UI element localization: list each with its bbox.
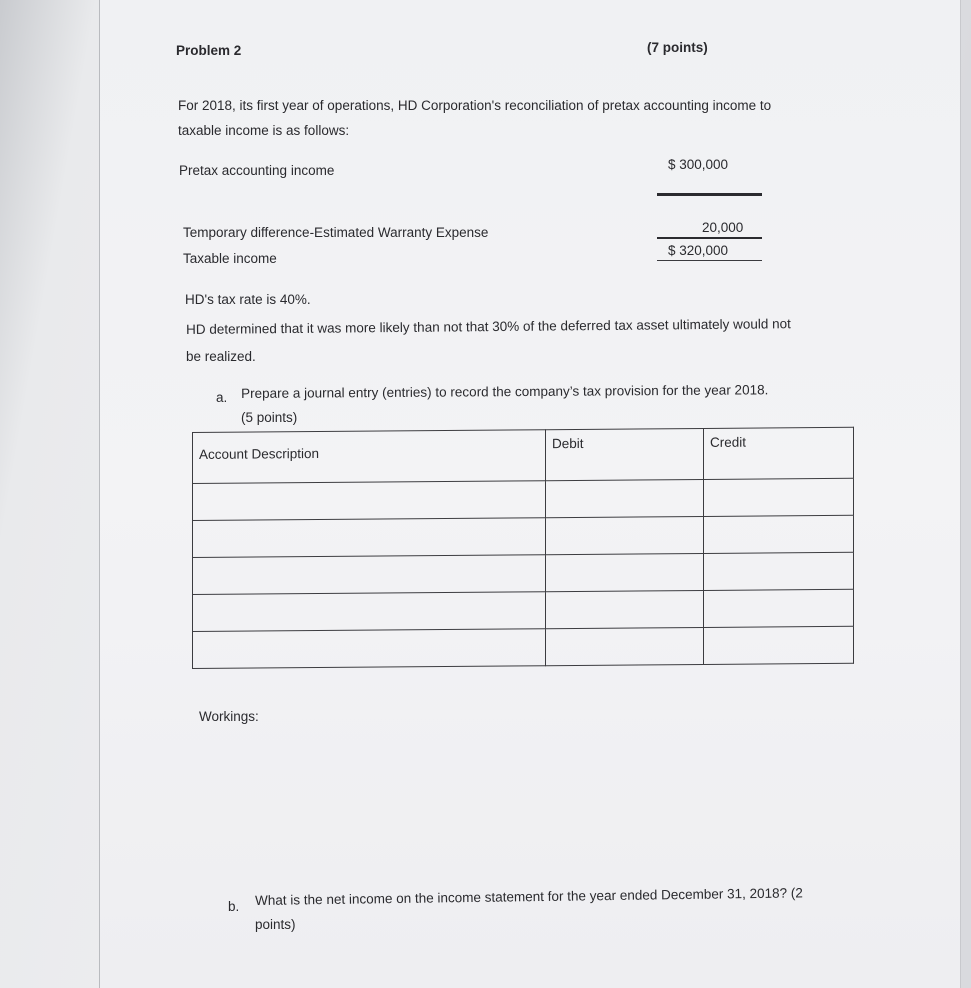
table-row [193, 478, 854, 520]
header-account-description: Account Description [193, 430, 546, 484]
part-a-points: (5 points) [241, 410, 298, 425]
part-b-question: What is the net income on the income statement for the year ended December 31, 2018? (2 [255, 885, 803, 908]
credit-cell[interactable] [704, 515, 854, 553]
debit-cell[interactable] [546, 479, 704, 517]
part-b-points: points) [255, 917, 296, 932]
table-row [193, 552, 854, 594]
account-cell[interactable] [193, 555, 546, 595]
debit-cell[interactable] [546, 553, 704, 591]
header-debit: Debit [546, 428, 704, 480]
table-row [193, 589, 854, 631]
debit-cell[interactable] [546, 516, 704, 554]
journal-entry-table [192, 427, 854, 669]
account-cell[interactable] [193, 481, 546, 521]
problem-points: (7 points) [647, 40, 708, 55]
part-b-marker: b. [228, 899, 240, 914]
account-cell[interactable] [193, 518, 546, 558]
table-row [193, 515, 854, 557]
pretax-rule [657, 193, 762, 196]
pretax-value: $ 300,000 [668, 157, 729, 172]
credit-cell[interactable] [704, 552, 854, 590]
debit-cell[interactable] [546, 590, 704, 628]
intro-line-2: taxable income is as follows: [178, 123, 350, 138]
part-a-marker: a. [216, 390, 228, 405]
taxable-value: $ 320,000 [668, 243, 729, 258]
pretax-label: Pretax accounting income [179, 163, 335, 178]
problem-title: Problem 2 [176, 43, 242, 58]
account-cell[interactable] [193, 592, 546, 632]
tax-rate-text: HD's tax rate is 40%. [185, 292, 311, 307]
credit-cell[interactable] [704, 626, 854, 664]
debit-cell[interactable] [546, 627, 704, 665]
table-row [193, 626, 854, 668]
taxable-rule [657, 260, 762, 261]
workings-label: Workings: [199, 709, 259, 724]
part-a-question: Prepare a journal entry (entries) to record the company’s tax provision for the year 2018. [241, 382, 769, 401]
taxable-label: Taxable income [183, 251, 277, 266]
table-header-row [193, 427, 854, 483]
account-cell[interactable] [193, 629, 546, 669]
credit-cell[interactable] [704, 478, 854, 516]
realization-line-2: be realized. [186, 349, 256, 364]
intro-line-1: For 2018, its first year of operations, HD Corporation's reconciliation of pretax accounting income to [178, 98, 772, 113]
credit-cell[interactable] [704, 589, 854, 627]
temp-diff-rule [657, 237, 762, 239]
header-credit: Credit [704, 427, 854, 479]
temp-diff-label: Temporary difference-Estimated Warranty Expense [183, 225, 489, 240]
realization-line-1: HD determined that it was more likely than not that 30% of the deferred tax asset ultimately would not [186, 316, 791, 337]
temp-diff-value: 20,000 [702, 220, 744, 235]
